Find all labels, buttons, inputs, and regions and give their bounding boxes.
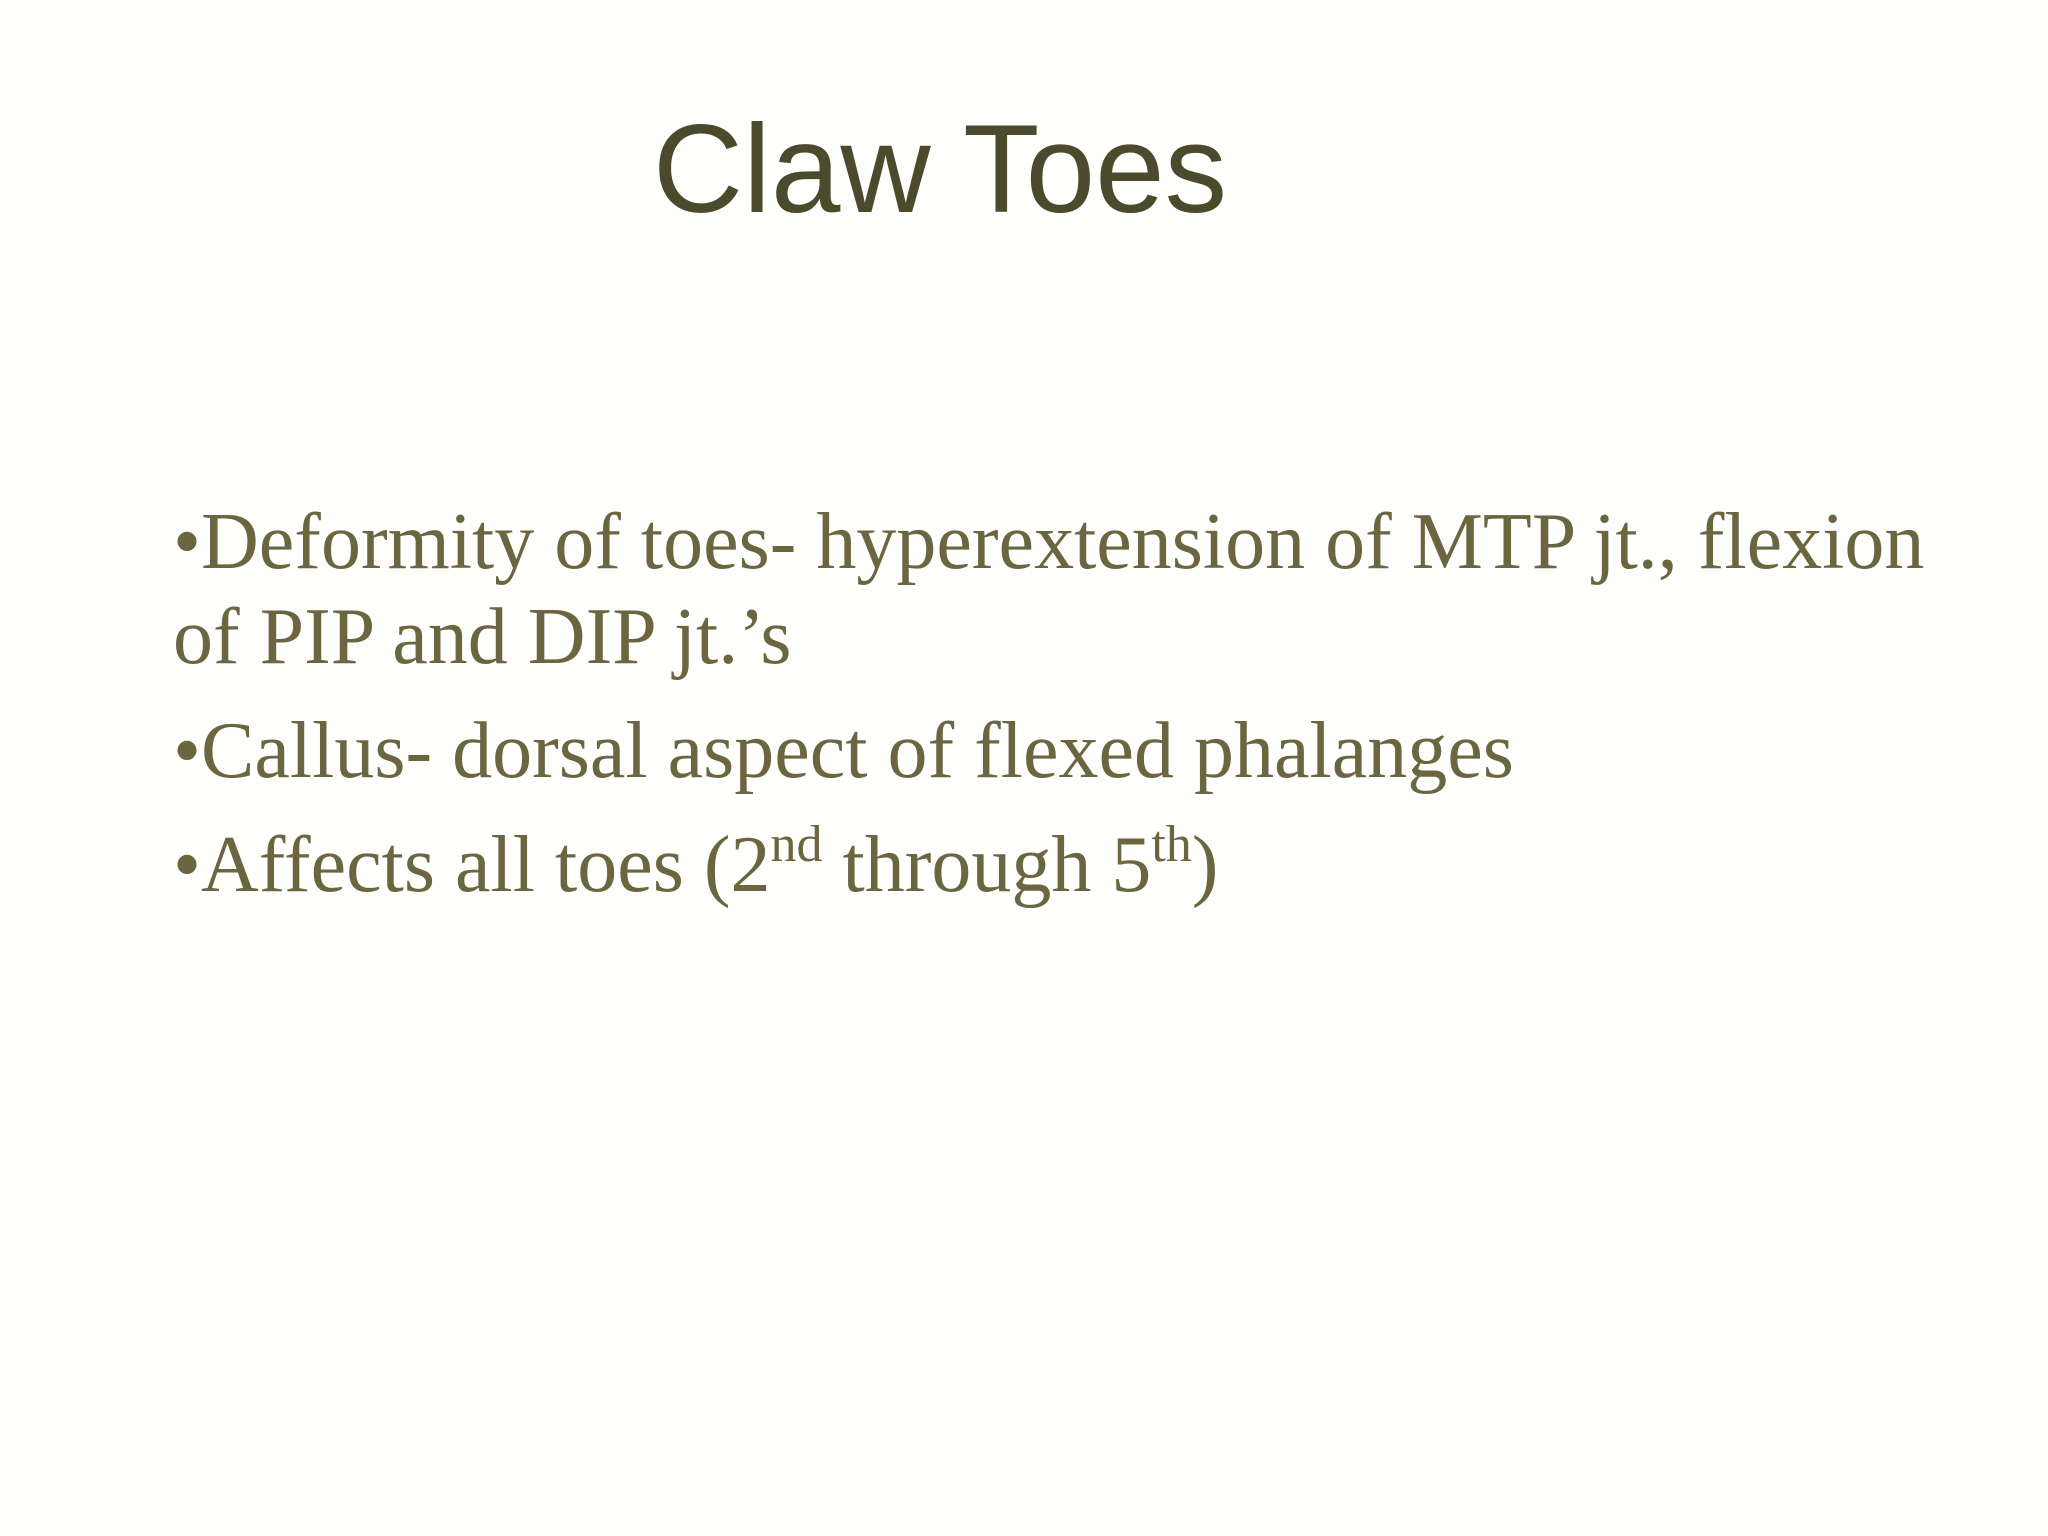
bullet-marker: • <box>173 498 202 586</box>
bullet-text: Affects all toes (2 <box>201 821 771 909</box>
bullet-text: Callus- dorsal aspect of flexed phalanges <box>201 707 1514 795</box>
slide-title: Claw Toes <box>652 100 1228 239</box>
bullet-marker: • <box>173 821 202 909</box>
ordinal-suffix: nd <box>770 816 823 873</box>
ordinal-suffix: th <box>1151 816 1192 873</box>
bullet-item <box>173 818 1933 913</box>
bullet-marker: • <box>173 707 202 795</box>
bullet-text: ) <box>1191 821 1219 909</box>
bullet-item <box>173 495 1933 685</box>
bullet-text: through 5 <box>822 821 1152 909</box>
bullet-item <box>173 704 1933 799</box>
bullet-text: Deformity of toes- hyperextension of MTP jt., flexion of PIP and DIP jt.’s <box>173 498 1925 681</box>
bullet-list <box>173 495 1933 932</box>
